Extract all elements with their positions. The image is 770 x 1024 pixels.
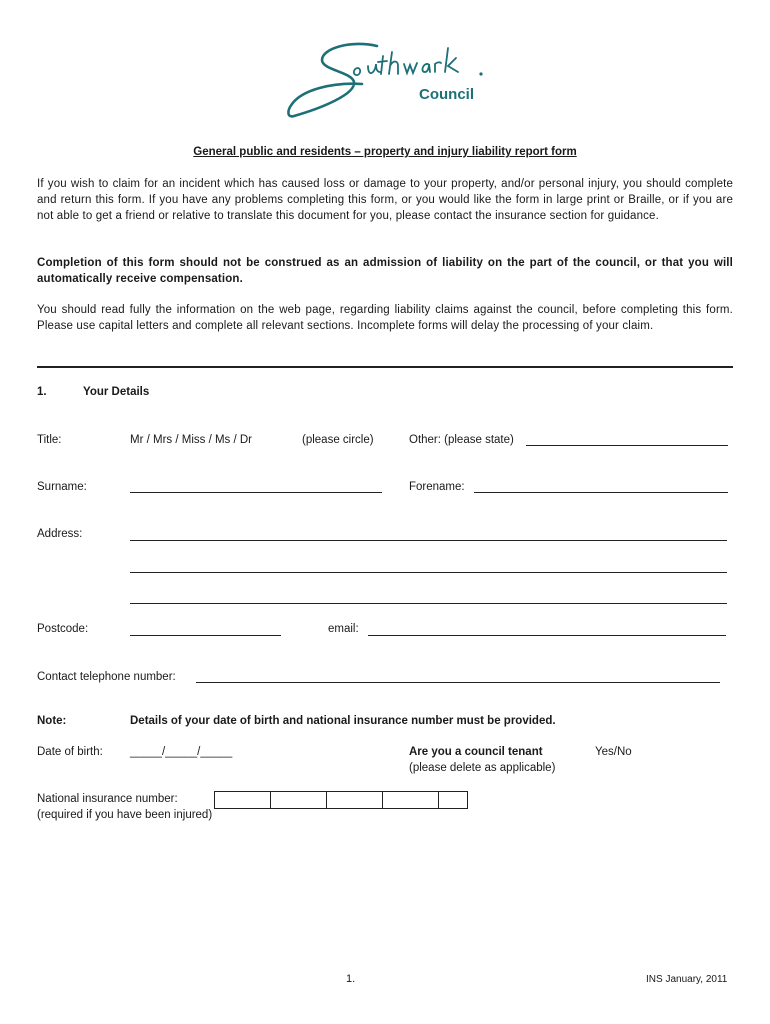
ni-box-5[interactable] [439, 792, 467, 808]
section-heading: Your Details [83, 386, 150, 398]
ni-box-4[interactable] [383, 792, 439, 808]
surname-label: Surname: [37, 481, 87, 493]
section-number: 1. [37, 386, 47, 398]
other-title-label: Other: (please state) [409, 434, 514, 446]
other-title-line[interactable] [526, 445, 728, 446]
forename-line[interactable] [474, 492, 728, 493]
intro-paragraph: If you wish to claim for an incident which has caused loss or damage to your property, and/or personal injury, you should complete and return this form. If you have any problems completing this form, or you would like the form in large print or Braille, or if you are not able to get a friend or relative to translate this document for you, please contact the insurance section for guidance. [37, 178, 733, 222]
phone-line[interactable] [196, 682, 720, 683]
logo-council-text: Council [419, 86, 474, 103]
forename-label: Forename: [409, 481, 465, 493]
form-title: General public and residents – property and injury liability report form [193, 146, 577, 158]
title-label: Title: [37, 434, 62, 446]
email-line[interactable] [368, 635, 726, 636]
page-number: 1. [346, 973, 356, 985]
dob-field[interactable]: _____/_____/_____ [130, 746, 233, 758]
ni-number-boxes[interactable] [214, 791, 468, 809]
instructions-paragraph: You should read fully the information on the web page, regarding liability claims against the council, before completing this form. Please use capital letters and complete all relevant sections. Incomplete forms will delay the processing of your claim. [37, 304, 733, 332]
southwark-script-logo-icon [282, 34, 492, 126]
ni-box-2[interactable] [271, 792, 327, 808]
dob-label: Date of birth: [37, 746, 103, 758]
address-line-2[interactable] [130, 572, 727, 573]
title-options[interactable]: Mr / Mrs / Miss / Ms / Dr [130, 434, 253, 446]
ni-box-1[interactable] [215, 792, 271, 808]
tenant-options[interactable]: Yes/No [595, 746, 632, 758]
phone-label: Contact telephone number: [37, 671, 176, 683]
ni-label: National insurance number: [37, 793, 178, 805]
ni-hint: (required if you have been injured) [37, 809, 213, 821]
surname-line[interactable] [130, 492, 382, 493]
note-label: Note: [37, 715, 67, 727]
postcode-line[interactable] [130, 635, 281, 636]
tenant-hint: (please delete as applicable) [409, 762, 556, 774]
address-label: Address: [37, 528, 83, 540]
note-text: Details of your date of birth and national insurance number must be provided. [130, 715, 556, 727]
title-hint: (please circle) [302, 434, 374, 446]
liability-warning: Completion of this form should not be construed as an admission of liability on the part of the council, or that you will automatically receive compensation. [37, 257, 733, 285]
southwark-council-logo [282, 34, 492, 126]
tenant-question: Are you a council tenant [409, 746, 543, 758]
email-label: email: [328, 623, 359, 635]
postcode-label: Postcode: [37, 623, 89, 635]
ni-box-3[interactable] [327, 792, 383, 808]
form-version: INS January, 2011 [646, 974, 728, 985]
section-divider [37, 366, 733, 368]
address-line-1[interactable] [130, 540, 727, 541]
address-line-3[interactable] [130, 603, 727, 604]
